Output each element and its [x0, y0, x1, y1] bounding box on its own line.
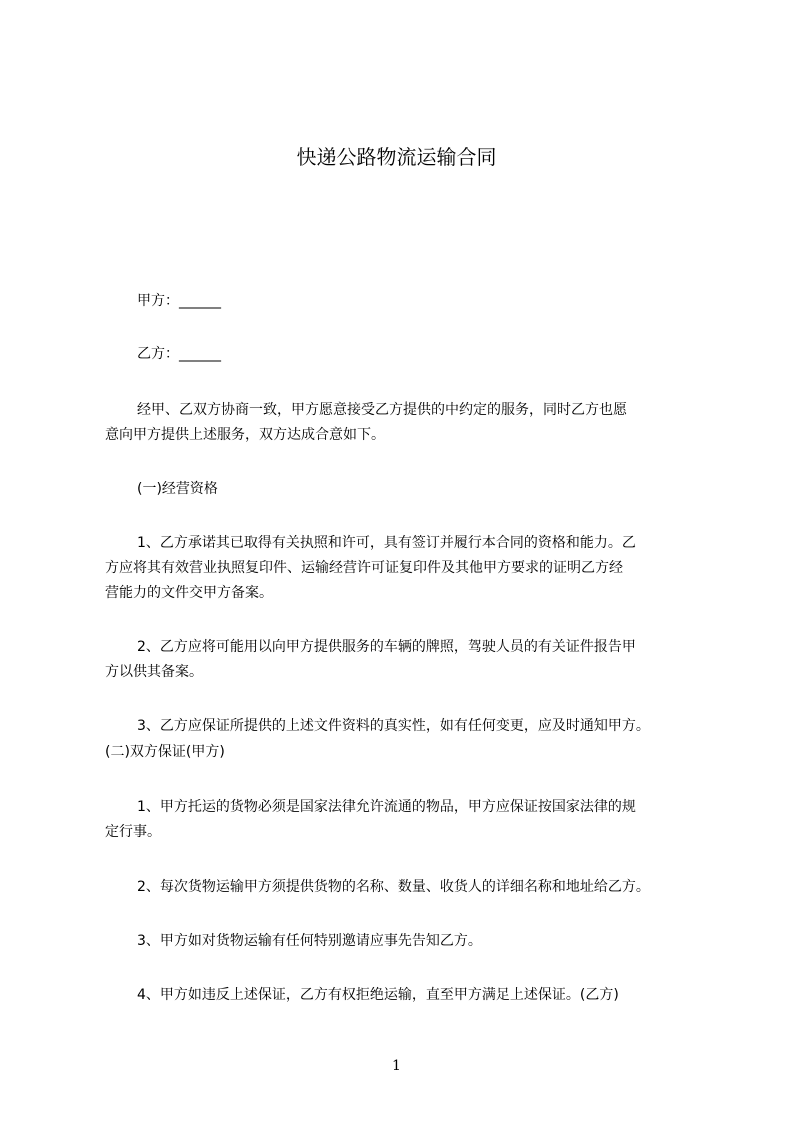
- section-2-item-1-line-1: 1、甲方托运的货物必须是国家法律允许流通的物品，甲方应保证按国家法律的规: [137, 799, 636, 815]
- party-b-line: 乙方：______: [137, 346, 221, 362]
- section-1-item-1-line-3: 营能力的文件交甲方备案。: [105, 585, 273, 601]
- page-number: 1: [392, 1058, 401, 1074]
- intro-paragraph-line-2: 意向甲方提供上述服务，双方达成合意如下。: [105, 427, 385, 443]
- intro-paragraph-line-1: 经甲、乙双方协商一致，甲方愿意接受乙方提供的中约定的服务，同时乙方也愿: [137, 402, 627, 418]
- section-1-item-2-line-1: 2、乙方应将可能用以向甲方提供服务的车辆的牌照，驾驶人员的有关证件报告甲: [137, 639, 636, 655]
- section-2-item-1-line-2: 定行事。: [105, 824, 161, 840]
- document-title: 快递公路物流运输合同: [296, 145, 497, 169]
- section-1-item-1-line-1: 1、乙方承诺其已取得有关执照和许可，具有签订并履行本合同的资格和能力。乙: [137, 535, 636, 551]
- section-1-item-1-line-2: 方应将其有效营业执照复印件、运输经营许可证复印件及其他甲方要求的证明乙方经: [105, 560, 623, 576]
- section-1-heading: (一)经营资格: [137, 481, 218, 497]
- section-2-item-3-line-1: 3、甲方如对货物运输有任何特别邀请应事先告知乙方。: [137, 933, 482, 949]
- section-2-heading: (二)双方保证(甲方): [105, 744, 225, 760]
- section-1-item-3-line-1: 3、乙方应保证所提供的上述文件资料的真实性，如有任何变更，应及时通知甲方。: [137, 718, 650, 734]
- section-1-item-2-line-2: 方以供其备案。: [105, 664, 203, 680]
- party-a-line: 甲方：______: [137, 293, 221, 309]
- section-2-item-2-line-1: 2、每次货物运输甲方须提供货物的名称、数量、收货人的详细名称和地址给乙方。: [137, 879, 650, 895]
- section-2-item-4-line-1: 4、甲方如违反上述保证，乙方有权拒绝运输，直至甲方满足上述保证。(乙方): [137, 987, 619, 1003]
